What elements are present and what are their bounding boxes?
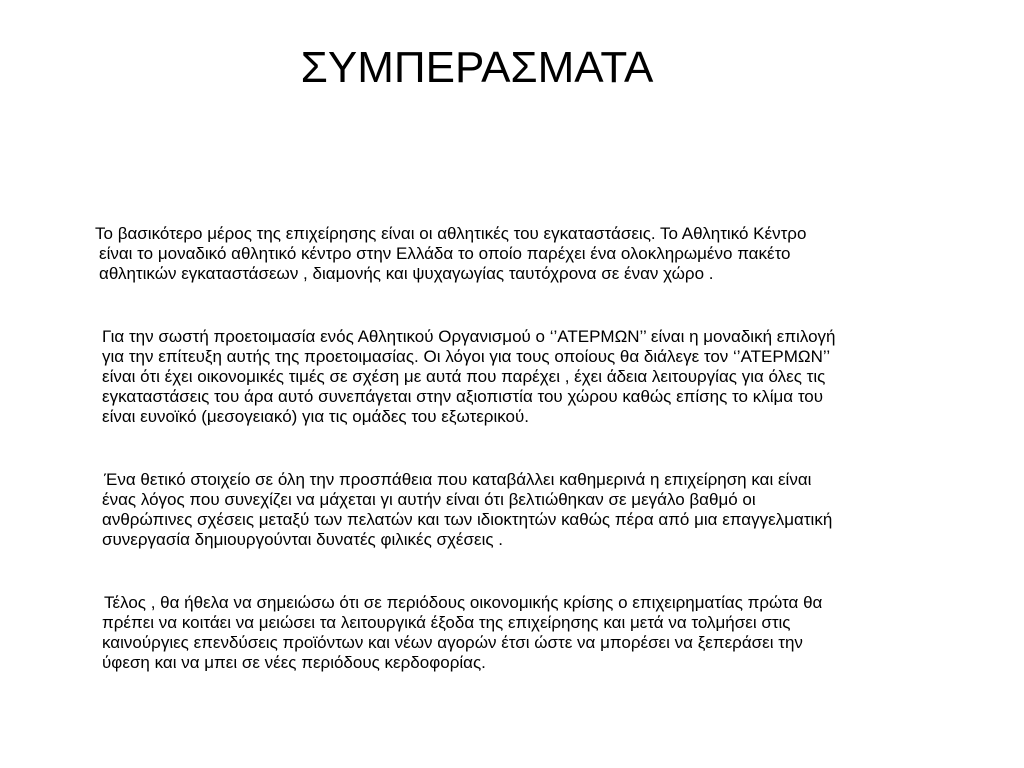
paragraph-preparation — [86, 327, 966, 427]
text-line: για την επίτευξη αυτής της προετοιμασίας. Οι λόγοι για τους οποίους θα διάλεγε τον ‘’ΑΤΕΡΜΩΝ’’ — [102, 347, 831, 366]
paragraph-main-asset — [86, 224, 966, 284]
text-line: πρέπει να κοιτάει να μειώσει τα λειτουργικά έξοδα της επιχείρησης και μετά να τολμήσει στις — [102, 613, 791, 632]
text-line: ύφεση και να μπει σε νέες περιόδους κερδοφορίας. — [102, 653, 486, 672]
text-line: Ένα θετικό στοιχείο σε όλη την προσπάθεια που καταβάλλει καθημερινά η επιχείρηση και είναι — [104, 470, 812, 489]
paragraph-positive-element — [86, 470, 966, 550]
text-line: Τέλος , θα ήθελα να σημειώσω ότι σε περιόδους οικονομικής κρίσης ο επιχειρηματίας πρώτα θα — [104, 593, 823, 612]
slide-title: ΣΥΜΠΕΡΑΣΜΑΤΑ — [300, 43, 654, 92]
text-line: ανθρώπινες σχέσεις μεταξύ των πελατών και των ιδιοκτητών καθώς πέρα από μια επαγγελματική — [102, 510, 833, 529]
text-line: ένας λόγος που συνεχίζει να μάχεται γι αυτήν είναι ότι βελτιώθηκαν σε μεγάλο βαθμό οι — [102, 490, 756, 509]
paragraph-conclusion — [86, 593, 966, 673]
text-line: Το βασικότερο μέρος της επιχείρησης είναι οι αθλητικές του εγκαταστάσεις. Το Αθλητικό Κέντρο — [95, 224, 807, 243]
text-line: αθλητικών εγκαταστάσεων , διαμονής και ψυχαγωγίας ταυτόχρονα σε έναν χώρο . — [99, 264, 714, 283]
slide-body — [86, 224, 966, 716]
text-line: Για την σωστή προετοιμασία ενός Αθλητικού Οργανισμού ο ‘’ΑΤΕΡΜΩΝ’’ είναι η μοναδική επιλογή — [102, 327, 836, 346]
text-line: είναι το μοναδικό αθλητικό κέντρο στην Ελλάδα το οποίο παρέχει ένα ολοκληρωμένο πακέτο — [99, 244, 791, 263]
text-line: συνεργασία δημιουργούνται δυνατές φιλικές σχέσεις . — [102, 530, 504, 549]
text-line: είναι ότι έχει οικονομικές τιμές σε σχέση με αυτά που παρέχει , έχει άδεια λειτουργίας για όλες τις — [102, 367, 826, 386]
text-line: εγκαταστάσεις του άρα αυτό συνεπάγεται στην αξιοπιστία του χώρου καθώς επίσης το κλίμα του — [102, 387, 824, 406]
text-line: είναι ευνοϊκό (μεσογειακό) για τις ομάδες του εξωτερικού. — [102, 407, 530, 426]
text-line: καινούργιες επενδύσεις προϊόντων και νέων αγορών έτσι ώστε να μπορέσει να ξεπεράσει την — [102, 633, 803, 652]
